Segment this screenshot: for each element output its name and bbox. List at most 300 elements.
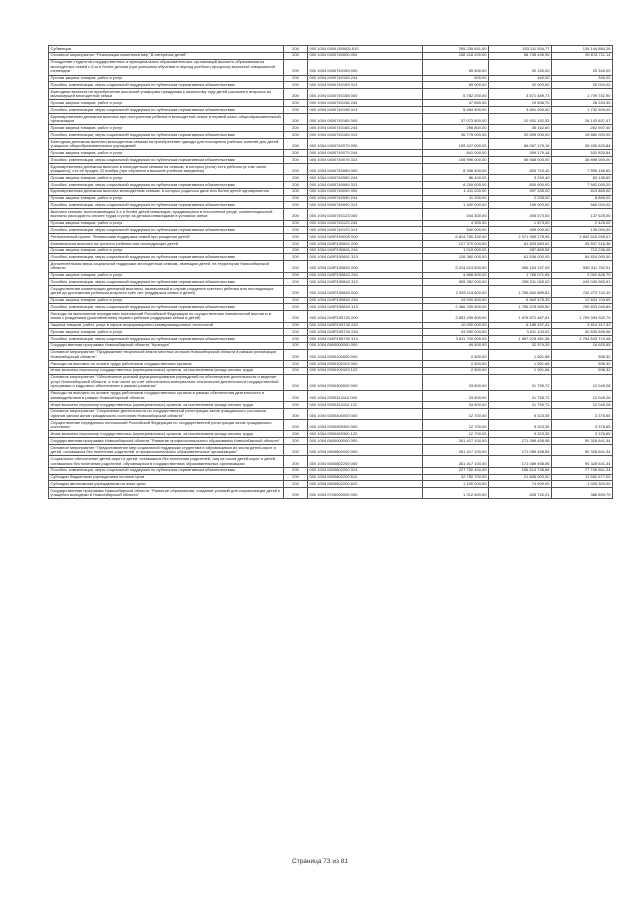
row-executed-value-cell: 171 089 458,56 [489,438,552,445]
table-row [49,304,613,311]
row-approved-value-cell: 127 370 000,00 [423,240,489,247]
table-row [49,342,613,349]
row-classification-cell: 000 1004 0600802200 622 [308,481,423,488]
row-code-cell: 200 [284,150,308,157]
row-code-cell: 200 [284,431,308,438]
row-classification-cell: 000 1004 040P150840 000 [308,286,423,297]
row-code-cell: 200 [284,488,308,499]
row-classification-cell: 000 1004 0500459300 000 [308,420,423,431]
row-executed-value-cell: 405 673,00 [489,209,552,220]
row-classification-cell: 000 1004 0400740159 000 [308,59,423,75]
row-approved-value-cell: 2 466 209 800,00 [423,304,489,311]
row-approved-value-cell: 37 073 800,00 [423,114,489,125]
row-approved-value-cell: 1 411 200,00 [423,188,489,195]
row-name-cell: Единовременная денежная выплата в многодетным семьям на семьям, в которых (если) есть ребенок (в том числе учащиеся), что её предел 23 ноября (при обучении в высшем учебном заведении) [49,163,284,174]
row-approved-value-cell: 32 752 700,00 [423,474,489,481]
row-executed-value-cell: 74 909,00 [489,481,552,488]
row-name-cell: Иные выплаты персоналу государственных (муниципальных) органов, за исключением фонда оплаты труда [49,401,284,408]
row-remaining-value-cell: 12 834 703,65 [552,297,613,304]
row-name-cell: Основное мероприятие "Реализация комплекса мер "В интересах детей" [49,52,284,59]
row-classification-cell: 000 1004 040P155730 242 [308,322,423,329]
row-code-cell: 200 [284,46,308,53]
row-remaining-value-cell: 565 000,00 [552,202,613,209]
table-row [49,107,613,114]
row-executed-value-cell: 61 536 000,00 [489,254,552,261]
row-remaining-value-cell: 28 243,30 [552,100,613,107]
row-code-cell: 200 [284,132,308,139]
row-name-cell: Единовременная денежная выплата многодетным семьям, в которых родилось двое или более детей одновременно [49,188,284,195]
row-executed-value-cell: 1 756 842 889,81 [489,286,552,297]
row-code-cell: 200 [284,195,308,202]
table-row [49,175,613,182]
row-remaining-value-cell: 813 865,00 [552,188,613,195]
row-classification-cell: 000 1004 0500100103 122 [308,367,423,374]
row-name-cell: Основное мероприятие "Сохранение деятельности по государственной регистрации актов гражданского состояния органов записи актов гражданского состояния Новосибирской области" [49,408,284,419]
row-code-cell: 200 [284,202,308,209]
row-code-cell: 200 [284,82,308,89]
row-code-cell: 200 [284,474,308,481]
row-name-cell: Прочая закупка товаров, работ и услуг [49,125,284,132]
row-approved-value-cell: 65 000,00 [423,82,489,89]
row-code-cell: 200 [284,438,308,445]
row-approved-value-cell: 1 400 000,00 [423,202,489,209]
row-code-cell: 200 [284,361,308,368]
row-remaining-value-cell: 135 144 884,26 [552,46,613,53]
row-executed-value-cell: 1 901,68 [489,361,552,368]
row-name-cell: Прочая закупка товаров, работ и услуг [49,272,284,279]
row-classification-cell: 000 1004 0400740165 313 [308,132,423,139]
table-row [49,227,613,234]
row-code-cell: 200 [284,467,308,474]
row-code-cell: 200 [284,390,308,401]
row-name-cell: Прочая закупка товаров, работ и услуг [49,75,284,82]
row-classification-cell: 000 1004 0500314110 122 [308,401,423,408]
table-row [49,157,613,164]
row-code-cell: 200 [284,188,308,195]
row-approved-value-cell: 500,00 [423,75,489,82]
row-name-cell: Закупка товаров, работ, услуг в сфере информационно-коммуникационных технологий [49,322,284,329]
row-classification-cell: 000 1004 0400740089 000 [308,163,423,174]
row-name-cell: Пособия, компенсации, меры социальной поддержки по публичным нормативным обязательствам [49,132,284,139]
row-approved-value-cell: 47 850,00 [423,100,489,107]
row-remaining-value-cell: 1 709 742,90 [552,89,613,100]
row-executed-value-cell: 1 766 071,56 [489,272,552,279]
table-row [49,247,613,254]
row-remaining-value-cell: 11 552 677,00 [552,474,613,481]
row-remaining-value-cell: 1 754 633 719,48 [552,336,613,343]
row-classification-cell: 000 1004 0400740165 244 [308,125,423,132]
row-executed-value-cell: 58 735 496,96 [489,52,552,59]
row-approved-value-cell: 8 200 000,00 [423,182,489,189]
row-remaining-value-cell: 3 814 317,33 [552,322,613,329]
row-classification-cell: 000 1004 0500300000 000 [308,374,423,390]
table-row [49,349,613,360]
row-executed-value-cell: 597 335,00 [489,188,552,195]
row-code-cell: 200 [284,125,308,132]
table-row [49,202,613,209]
table-row [49,220,613,227]
row-remaining-value-cell: 137 625,00 [552,209,613,220]
table-row [49,488,613,499]
row-code-cell: 200 [284,59,308,75]
row-executed-value-cell: 21 755,72 [489,390,552,401]
row-name-cell: Выплата семьям, воспитывающим 3-х и более детей-инвалидов, нуждающихся в постоянном уходе, компенсационной выплаты расходов по оплате труда и услуг за детьми-инвалидами в условиях опеки [49,209,284,220]
row-remaining-value-cell: 15 880 000,00 [552,132,613,139]
row-approved-value-cell: 227 750 400,00 [423,467,489,474]
table-row [49,456,613,467]
row-code-cell: 200 [284,374,308,390]
row-executed-value-cell: 9 323,35 [489,420,552,431]
row-approved-value-cell: 86 400,00 [423,175,489,182]
row-executed-value-cell: 3 263,40 [489,175,552,182]
row-remaining-value-cell: 742 273 742,40 [552,286,613,297]
row-executed-value-cell: 9 323,35 [489,431,552,438]
row-approved-value-cell: 19 000 600,00 [423,297,489,304]
row-approved-value-cell: 261 417 100,00 [423,445,489,456]
row-executed-value-cell: 21 606 000,00 [489,474,552,481]
row-remaining-value-cell: 3 002 828,70 [552,272,613,279]
row-classification-cell: 000 1004 040P150842 000 [308,261,423,272]
row-code-cell: 200 [284,322,308,329]
row-remaining-value-cell: 83 136,60 [552,175,613,182]
table-row [49,138,613,149]
row-approved-value-cell: 4 300,00 [423,220,489,227]
row-executed-value-cell: 3 911 104,02 [489,329,552,336]
row-approved-value-cell: 2 500,00 [423,367,489,374]
row-approved-value-cell: 33 800,00 [423,374,489,390]
row-classification-cell: 000 1004 040P155730 000 [308,311,423,322]
row-name-cell: Пособия, компенсации, меры социальной поддержки по публичным нормативным обязательствам [49,202,284,209]
row-remaining-value-cell: 340,00 [552,75,613,82]
row-approved-value-cell: 2 500,00 [423,349,489,360]
row-remaining-value-cell: 1 732 500,00 [552,107,613,114]
row-name-cell: Ежегодная выплата на приобретение школьной униформы гражданам к школьному году детей школьного возраста из малоимущей многодетной семьи [49,89,284,100]
row-name-cell: Государственная программа Новосибирской области "Развитие образования, создание условий для социализации детей и учащейся молодежи в Новосибирской области" [49,488,284,499]
row-code-cell: 200 [284,89,308,100]
row-name-cell: Прочая закупка товаров, работ и услуг [49,100,284,107]
row-approved-value-cell: 5 782 200,00 [423,89,489,100]
row-remaining-value-cell: 759 603 040,84 [552,304,613,311]
row-executed-value-cell: 9 323,35 [489,408,552,419]
row-executed-value-cell: 2 071 955 278,95 [489,234,552,241]
table-row [49,420,613,431]
row-approved-value-cell: 1 012 600,00 [423,488,489,499]
row-executed-value-cell: 65 568 000,00 [489,157,552,164]
row-code-cell: 200 [284,114,308,125]
row-remaining-value-cell: 40 630 895,98 [552,329,613,336]
row-name-cell: Основное мероприятие "Продвижение творческой земли местных истоков Новосибирской области в рамках реализации Новосибирской области" [49,349,284,360]
row-executed-value-cell: 81 833 883,62 [489,240,552,247]
row-name-cell: Единовременная денежная выплата при поступлении ребенка в многодетной семье в первый класс общеобразовательной организации [49,114,284,125]
row-code-cell: 200 [284,175,308,182]
row-classification-cell: 000 1004 0400740079 244 [308,150,423,157]
row-approved-value-cell: 105 427 000,00 [423,138,489,149]
table-row [49,322,613,329]
row-name-cell: Поощрение студентов государственных и муниципальных образовательных организаций высшего образования из многодетных семей с 5-ю и более детьми (при успешном обучении в период учебного процесса) выплатой специальной стипендии [49,59,284,75]
table-row [49,114,613,125]
row-executed-value-cell: 21 755,72 [489,401,552,408]
row-approved-value-cell: 49 500,00 [423,342,489,349]
table-row [49,163,613,174]
table-row [49,329,613,336]
row-remaining-value-cell: 7 595 156,60 [552,163,613,174]
row-name-cell: Прочая закупка товаров, работ и услуг [49,195,284,202]
row-code-cell: 200 [284,297,308,304]
table-row [49,297,613,304]
row-name-cell: Пособия, компенсации, меры социальной поддержки по публичным нормативным обязательствам [49,82,284,89]
row-code-cell: 200 [284,311,308,322]
table-row [49,195,613,202]
row-code-cell: 200 [284,408,308,419]
row-remaining-value-cell: 16 920,65 [552,342,613,349]
row-executed-value-cell: 171 089 458,56 [489,456,552,467]
row-approved-value-cell: 10 000 000,00 [423,322,489,329]
table-row [49,401,613,408]
row-remaining-value-cell: 3 376,65 [552,408,613,419]
table-row [49,336,613,343]
row-remaining-value-cell: 16 142 637,47 [552,114,613,125]
row-classification-cell: 000 1004 040P150840 313 [308,304,423,311]
row-remaining-value-cell: 3 376,65 [552,431,613,438]
row-approved-value-cell: 126 360 000,00 [423,254,489,261]
row-executed-value-cell: 2 335,00 [489,195,552,202]
table-row [49,374,613,390]
row-approved-value-cell: 33 800,00 [423,390,489,401]
row-executed-value-cell: 1 976 872 487,81 [489,311,552,322]
row-approved-value-cell: 65 500,00 [423,59,489,75]
row-remaining-value-cell: 25 340,00 [552,59,613,75]
row-name-cell: Расходы на выполнение переданных полномочий Российской Федерации по осуществлению ежемесячной выплаты в связи с рождением (усыновлением) первого ребенка (поддержка семьи и детей) [49,311,284,322]
row-classification-cell: 000 1004 0400740158 313 [308,107,423,114]
row-classification-cell: 000 1004 0400 053003 610 [308,46,423,53]
row-classification-cell: 000 1004 040P100000 000 [308,234,423,241]
row-remaining-value-cell: 3 376,65 [552,420,613,431]
row-name-cell: Расходы на выплаты по оплате труда работников государственных органов [49,361,284,368]
row-classification-cell: 000 1004 040P150842 313 [308,279,423,286]
row-executed-value-cell: 6 185 457,41 [489,322,552,329]
row-name-cell: Прочая закупка товаров, работ и услуг [49,297,284,304]
row-name-cell: Пособия, компенсации, меры социальной поддержки по публичным нормативным обязательствам [49,279,284,286]
row-remaining-value-cell: 386 893,79 [552,488,613,499]
row-executed-value-cell: 21 755,72 [489,374,552,390]
row-approved-value-cell: 3 811 700 000,00 [423,336,489,343]
row-remaining-value-cell: 12 045,28 [552,390,613,401]
row-executed-value-cell: 1 756 578 580,50 [489,304,552,311]
row-name-cell: Пособия, компенсации, меры социальной поддержки по публичным нормативным обязательствам [49,107,284,114]
budget-execution-table [48,45,613,499]
row-classification-cell: 000 1004 040P155730 244 [308,329,423,336]
row-code-cell: 200 [284,240,308,247]
row-code-cell: 200 [284,445,308,456]
row-approved-value-cell: 2 500,00 [423,361,489,368]
row-executed-value-cell: 266 104 137,09 [489,261,552,272]
row-code-cell: 200 [284,209,308,220]
row-remaining-value-cell: 25 000,00 [552,82,613,89]
table-row [49,46,613,53]
row-executed-value-cell: 160,00 [489,75,552,82]
row-code-cell: 200 [284,481,308,488]
row-remaining-value-cell: 2 425,00 [552,220,613,227]
row-executed-value-cell: 6 863 575,35 [489,297,552,304]
row-remaining-value-cell: 598,32 [552,349,613,360]
row-classification-cell: 000 1004 0500400000 000 [308,408,423,419]
row-remaining-value-cell: 38 898 000,00 [552,157,613,164]
row-executed-value-cell: 803 743,40 [489,163,552,174]
row-code-cell: 200 [284,138,308,149]
table-row [49,75,613,82]
row-approved-value-cell: 5 214 613 800,00 [423,261,489,272]
row-classification-cell: 000 1004 0700000000 000 [308,488,423,499]
row-classification-cell: 000 1004 040P150841 313 [308,254,423,261]
table-row [49,240,613,247]
row-name-cell: Прочая закупка товаров, работ и услуг [49,220,284,227]
table-row [49,261,613,272]
row-approved-value-cell: 5 684 400,00 [423,107,489,114]
row-classification-cell: 000 1004 0500100103 000 [308,361,423,368]
row-code-cell: 200 [284,75,308,82]
row-code-cell: 200 [284,304,308,311]
table-row [49,234,613,241]
row-code-cell: 200 [284,342,308,349]
row-executed-value-cell: 1 901,68 [489,349,552,360]
row-executed-value-cell: 1 967 078 381,38 [489,336,552,343]
table-row [49,467,613,474]
page-number: Страница 73 из 81 [292,858,348,865]
row-name-cell: Региональный проект "Финансовая поддержка семей при рождении детей" [49,234,284,241]
row-classification-cell: 000 1004 0400740090 000 [308,188,423,195]
row-code-cell: 200 [284,227,308,234]
row-executed-value-cell: 32 579,35 [489,342,552,349]
row-code-cell: 200 [284,349,308,360]
row-classification-cell: 000 1004 0500100000 000 [308,349,423,360]
row-name-cell: Прочая закупка товаров, работ и услуг [49,247,284,254]
row-name-cell: Прочая закупка товаров, работ и услуг [49,329,284,336]
table-row [49,445,613,456]
row-approved-value-cell: 298 800,00 [423,125,489,132]
row-code-cell: 200 [284,220,308,227]
table-row [49,408,613,419]
row-remaining-value-cell: 12 045,28 [552,374,613,390]
row-executed-value-cell: 32 150,00 [489,59,552,75]
row-approved-value-cell: 158 418 200,00 [423,52,489,59]
row-code-cell: 200 [284,52,308,59]
row-remaining-value-cell: 64 824 000,00 [552,254,613,261]
row-remaining-value-cell: 1 799 393 932,79 [552,311,613,322]
row-name-cell: Расходы на выплаты по оплате труда работников государственных органов в рамках обеспечения деятельности и взаимодействия в рамках Новосибирской области [49,390,284,401]
table-row [49,311,613,322]
row-name-cell: Ежемесячная выплата на третьего ребенка или последующих детей [49,240,284,247]
row-remaining-value-cell: 90 328 641,34 [552,456,613,467]
table-row [49,150,613,157]
row-approved-value-cell: 505 352 000,00 [423,279,489,286]
row-remaining-value-cell: 8 865,00 [552,195,613,202]
table-row [49,125,613,132]
row-approved-value-cell: 12 700,00 [423,420,489,431]
row-remaining-value-cell: 7 592 000,00 [552,182,613,189]
row-name-cell: Прочая закупка товаров, работ и услуг [49,175,284,182]
table-row [49,361,613,368]
row-remaining-value-cell: 39 430 620,84 [552,138,613,149]
row-classification-cell: 000 1004 0400740158 000 [308,89,423,100]
row-executed-value-cell: 20 931 152,53 [489,114,552,125]
row-name-cell: Пособия, компенсации, меры социальной поддержки по публичным нормативным обязательствам [49,336,284,343]
row-code-cell: 200 [284,107,308,114]
table-row [49,52,613,59]
row-executed-value-cell: 405 000,00 [489,227,552,234]
row-classification-cell: 000 1004 0500459300 122 [308,431,423,438]
table-row [49,481,613,488]
table-row [49,188,613,195]
row-executed-value-cell: 165 000,00 [489,202,552,209]
row-executed-value-cell: 20 895 000,00 [489,132,552,139]
row-name-cell: Государственная программа Новосибирской области "Культура" [49,342,284,349]
table-row [49,82,613,89]
row-name-cell: Иные выплаты персоналу государственных (муниципальных) органов, за исключением фонда оплаты труда [49,367,284,374]
row-executed-value-cell: 287 865,58 [489,247,552,254]
row-classification-cell: 000 1004 0500000000 000 [308,342,423,349]
row-approved-value-cell: 544 300,00 [423,209,489,220]
row-classification-cell: 000 1004 0600802200 000 [308,456,423,467]
row-classification-cell: 000 1004 040P150841 244 [308,247,423,254]
row-code-cell: 200 [284,286,308,297]
row-name-cell: Осуществление компенсации денежной выплаты, назначаемой в случае рождения третьего ребенка или последующих детей до достижения ребенком возраста трёх лет (поддержка семьи и детей) [49,286,284,297]
row-name-cell: Ежегодная денежная выплата многодетным семьям на приобретение одежды для посещения учебных занятий для детей-учащихся общеобразовательных учреждений [49,138,284,149]
row-approved-value-cell: 8 398 400,00 [423,163,489,174]
row-remaining-value-cell: 45 537 216,38 [552,240,613,247]
row-name-cell: Пособия, компенсации, меры социальной поддержки по публичным нормативным обязательствам [49,182,284,189]
row-code-cell: 200 [284,100,308,107]
row-approved-value-cell: 3 653 299 600,00 [423,311,489,322]
row-remaining-value-cell: 945 311 762,91 [552,261,613,272]
row-classification-cell: 000 1004 0400740090 313 [308,202,423,209]
row-code-cell: 200 [284,279,308,286]
row-classification-cell: 000 1004 040P150841 000 [308,240,423,247]
row-name-cell: Дополнительная мера социальной поддержки многодетным семьям, имеющим детей, на территории Новосибирской области [49,261,284,272]
row-classification-cell: 000 1004 040P150840 244 [308,297,423,304]
row-classification-cell: 000 1004 0400740159 244 [308,75,423,82]
row-approved-value-cell: 11 200,00 [423,195,489,202]
row-remaining-value-cell: 90 328 641,34 [552,445,613,456]
row-classification-cell: 000 1004 0600802200 313 [308,467,423,474]
row-classification-cell: 000 1004 0400740089 313 [308,182,423,189]
row-code-cell: 200 [284,367,308,374]
row-classification-cell: 000 1004 0400740123 313 [308,227,423,234]
row-approved-value-cell: 261 417 100,00 [423,438,489,445]
table-row [49,89,613,100]
row-name-cell: Государственная программа Новосибирской области "Развитие профессионального образования Новосибирской области" [49,438,284,445]
row-remaining-value-cell: 598,32 [552,367,613,374]
row-remaining-value-cell: 598,32 [552,361,613,368]
row-name-cell: Пособия, компенсации, меры социальной поддержки по публичным нормативным обязательствам [49,254,284,261]
row-code-cell: 200 [284,254,308,261]
row-classification-cell: 000 1004 0400740079 313 [308,157,423,164]
row-name-cell: Пособия, компенсации, меры социальной поддержки по публичным нормативным обязательствам [49,304,284,311]
row-classification-cell: 000 1004 0600800000 000 [308,445,423,456]
row-name-cell: Пособия, компенсации, меры социальной поддержки по публичным нормативным обязательствам [49,467,284,474]
row-approved-value-cell: 1 010 000,00 [423,247,489,254]
row-approved-value-cell: 261 417 100,00 [423,456,489,467]
row-name-cell: Субсидии автономным учреждениям на иные цели [49,481,284,488]
table-row [49,132,613,139]
table-row [49,59,613,75]
row-approved-value-cell: 540 000,00 [423,227,489,234]
row-executed-value-cell: 66 067 179,16 [489,138,552,149]
row-executed-value-cell: 171 089 458,56 [489,445,552,456]
row-approved-value-cell: 12 700,00 [423,431,489,438]
row-classification-cell: 000 1004 0400740000 000 [308,52,423,59]
row-approved-value-cell: 2 399 114 600,00 [423,286,489,297]
row-approved-value-cell: 841 000,00 [423,150,489,157]
